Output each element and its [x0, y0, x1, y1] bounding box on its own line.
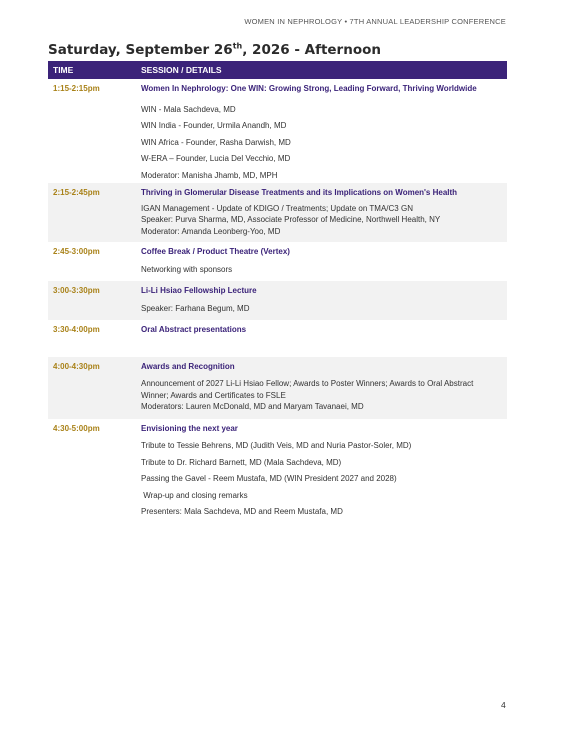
session-cell: [136, 419, 507, 522]
session-detail: W-ERA – Founder, Lucia Del Vecchio, MD: [141, 154, 291, 163]
session-cell: [136, 357, 507, 419]
session-title: Women In Nephrology: One WIN: Growing Strong, Leading Forward, Thriving Worldwide: [141, 84, 477, 93]
session-detail: Wrap-up and closing remarks: [141, 490, 248, 500]
title-suffix: , 2026 - Afternoon: [242, 42, 381, 58]
session-time: 2:45-3:00pm: [53, 247, 100, 256]
table-row: [48, 183, 507, 242]
session-detail: Moderators: Lauren McDonald, MD and Maryam Tavanaei, MD: [141, 402, 364, 411]
session-time: 1:15-2:15pm: [53, 84, 100, 93]
column-header-time: TIME: [48, 61, 136, 79]
session-time: 4:30-5:00pm: [53, 423, 100, 433]
column-header-session: SESSION / DETAILS: [136, 61, 507, 79]
title-date: Saturday, September 26: [48, 42, 233, 58]
session-time: 2:15-2:45pm: [48, 183, 136, 242]
session-detail: Speaker: Farhana Begum, MD: [141, 303, 250, 313]
session-title: Envisioning the next year: [141, 423, 238, 433]
session-detail: Moderator: Amanda Leonberg-Yoo, MD: [141, 226, 281, 236]
title-ordinal: th: [232, 41, 243, 51]
session-detail: Announcement of 2027 Li-Li Hsiao Fellow; Awards to Poster Winners; Awards to Oral Abstract Winner; Awards and Certificates to FSLE: [141, 379, 474, 400]
session-detail: Moderator: Manisha Jhamb, MD, MPH: [141, 170, 278, 180]
running-header: WOMEN IN NEPHROLOGY • 7TH ANNUAL LEADERSHIP CONFERENCE: [244, 17, 506, 26]
session-detail: IGAN Management - Update of KDIGO / Treatments; Update on TMA/C3 GN: [141, 203, 413, 213]
session-time: 3:30-4:00pm: [53, 325, 100, 334]
session-time: 4:00-4:30pm: [48, 357, 136, 419]
session-cell: [136, 281, 507, 320]
session-title: Thriving in Glomerular Disease Treatments and its Implications on Women's Health: [141, 188, 458, 197]
table-row: [48, 281, 507, 320]
table-header-row: [48, 61, 507, 79]
session-cell: [136, 320, 507, 357]
session-title: Awards and Recognition: [141, 361, 235, 371]
session-detail: WIN India - Founder, Urmila Anandh, MD: [141, 121, 287, 130]
table-row: [48, 320, 507, 357]
session-detail: Networking with sponsors: [141, 264, 233, 274]
session-cell: [136, 183, 507, 242]
session-cell: [136, 242, 507, 281]
session-detail: Tribute to Dr. Richard Barnett, MD (Mala Sachdeva, MD): [141, 457, 342, 467]
table-row: [48, 357, 507, 419]
session-detail: Presenters: Mala Sachdeva, MD and Reem Mustafa, MD: [141, 507, 343, 516]
table-row: [48, 242, 507, 281]
session-detail: WIN - Mala Sachdeva, MD: [141, 104, 236, 114]
session-detail: Speaker: Purva Sharma, MD, Associate Professor of Medicine, Northwell Health, NY: [141, 215, 441, 224]
session-detail: WIN Africa - Founder, Rasha Darwish, MD: [141, 137, 291, 147]
session-detail: Passing the Gavel - Reem Mustafa, MD (WIN President 2027 and 2028): [141, 474, 397, 483]
session-title: Li-Li Hsiao Fellowship Lecture: [141, 286, 257, 295]
schedule-table: [48, 61, 507, 522]
table-row: [48, 79, 507, 183]
session-cell: [136, 79, 507, 183]
session-time: 3:00-3:30pm: [48, 281, 136, 320]
session-title: Oral Abstract presentations: [141, 325, 247, 334]
session-title: Coffee Break / Product Theatre (Vertex): [141, 247, 290, 256]
page-title: [48, 42, 381, 58]
session-detail: Tribute to Tessie Behrens, MD (Judith Veis, MD and Nuria Pastor-Soler, MD): [141, 441, 412, 450]
table-row: [48, 419, 507, 522]
page-number: 4: [501, 700, 506, 710]
